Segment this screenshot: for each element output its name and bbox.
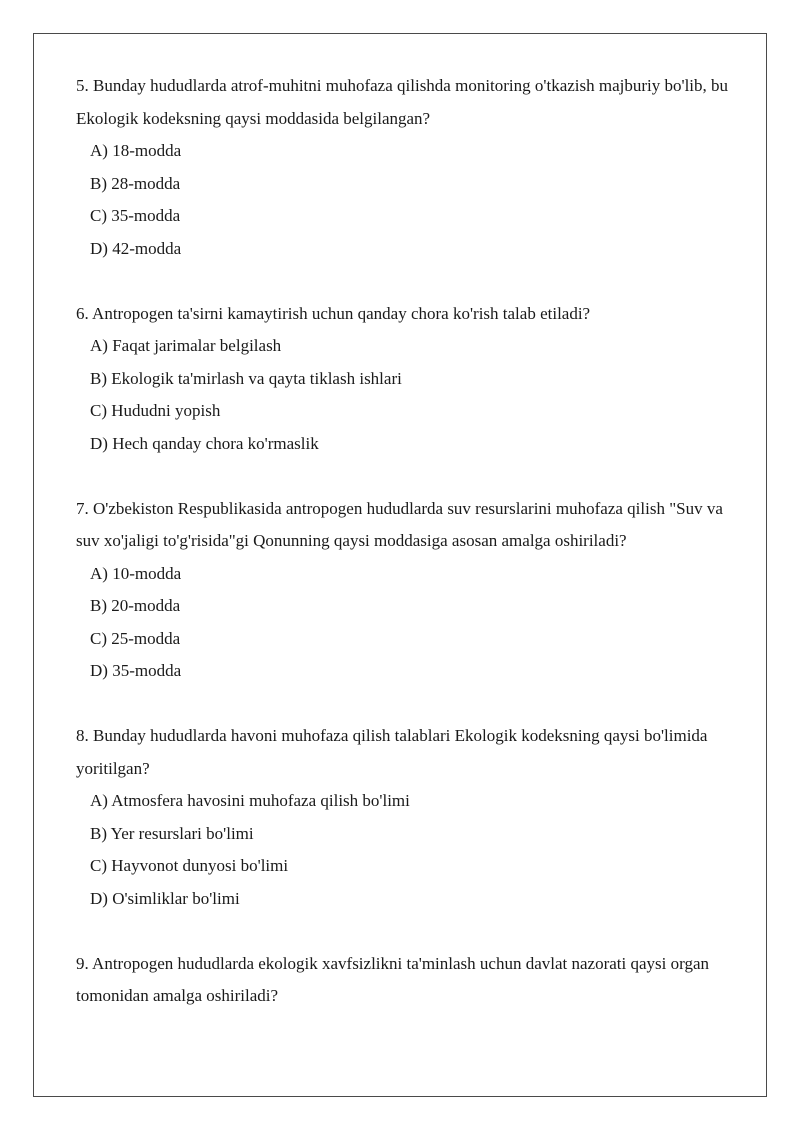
option-c: C) Hayvonot dunyosi bo'limi: [90, 856, 289, 875]
option-b: B) Yer resurslari bo'limi: [90, 823, 254, 843]
question-text: 5. Bunday hududlarda atrof-muhitni muhofaza qilishda monitoring o'tkazish majburiy bo'lib, bu Ekologik kodeksning qaysi moddasida belgilangan?: [76, 76, 729, 128]
option-c: C) Hududni yopish: [90, 401, 221, 420]
question-9: [76, 948, 736, 1013]
question-7: [76, 493, 736, 688]
option-d: D) O'simliklar bo'limi: [90, 888, 240, 908]
answer-options: [76, 330, 736, 460]
question-6: [76, 298, 736, 461]
answer-options: [76, 558, 736, 688]
question-5: [76, 70, 736, 265]
option-a: A) Atmosfera havosini muhofaza qilish bo'limi: [90, 791, 410, 810]
question-8: [76, 720, 736, 915]
option-a: A) 10-modda: [90, 563, 182, 583]
question-text: 6. Antropogen ta'sirni kamaytirish uchun qanday chora ko'rish talab etiladi?: [76, 303, 591, 323]
question-text: 7. O'zbekiston Respublikasida antropogen hududlarda suv resurslarini muhofaza qilish "Suv va suv xo'jaligi to'g'risida"gi Qonunning qaysi moddasiga asosan amalga oshiriladi?: [76, 498, 723, 550]
option-a: A) Faqat jarimalar belgilash: [90, 336, 282, 355]
answer-options: [76, 135, 736, 265]
option-d: D) Hech qanday chora ko'rmaslik: [90, 433, 319, 453]
option-c: C) 35-modda: [90, 206, 181, 225]
question-list: [76, 70, 736, 1013]
option-b: B) 28-modda: [90, 173, 181, 193]
option-b: B) 20-modda: [90, 596, 181, 615]
option-b: B) Ekologik ta'mirlash va qayta tiklash ishlari: [90, 368, 402, 388]
option-c: C) 25-modda: [90, 628, 181, 648]
option-a: A) 18-modda: [90, 141, 182, 160]
question-text: 8. Bunday hududlarda havoni muhofaza qilish talablari Ekologik kodeksning qaysi bo'limida yoritilgan?: [76, 726, 708, 778]
question-text: 9. Antropogen hududlarda ekologik xavfsizlikni ta'minlash uchun davlat nazorati qaysi organ tomonidan amalga oshiriladi?: [76, 953, 710, 1005]
option-d: D) 42-modda: [90, 238, 182, 258]
answer-options: [76, 785, 736, 915]
option-d: D) 35-modda: [90, 661, 182, 680]
